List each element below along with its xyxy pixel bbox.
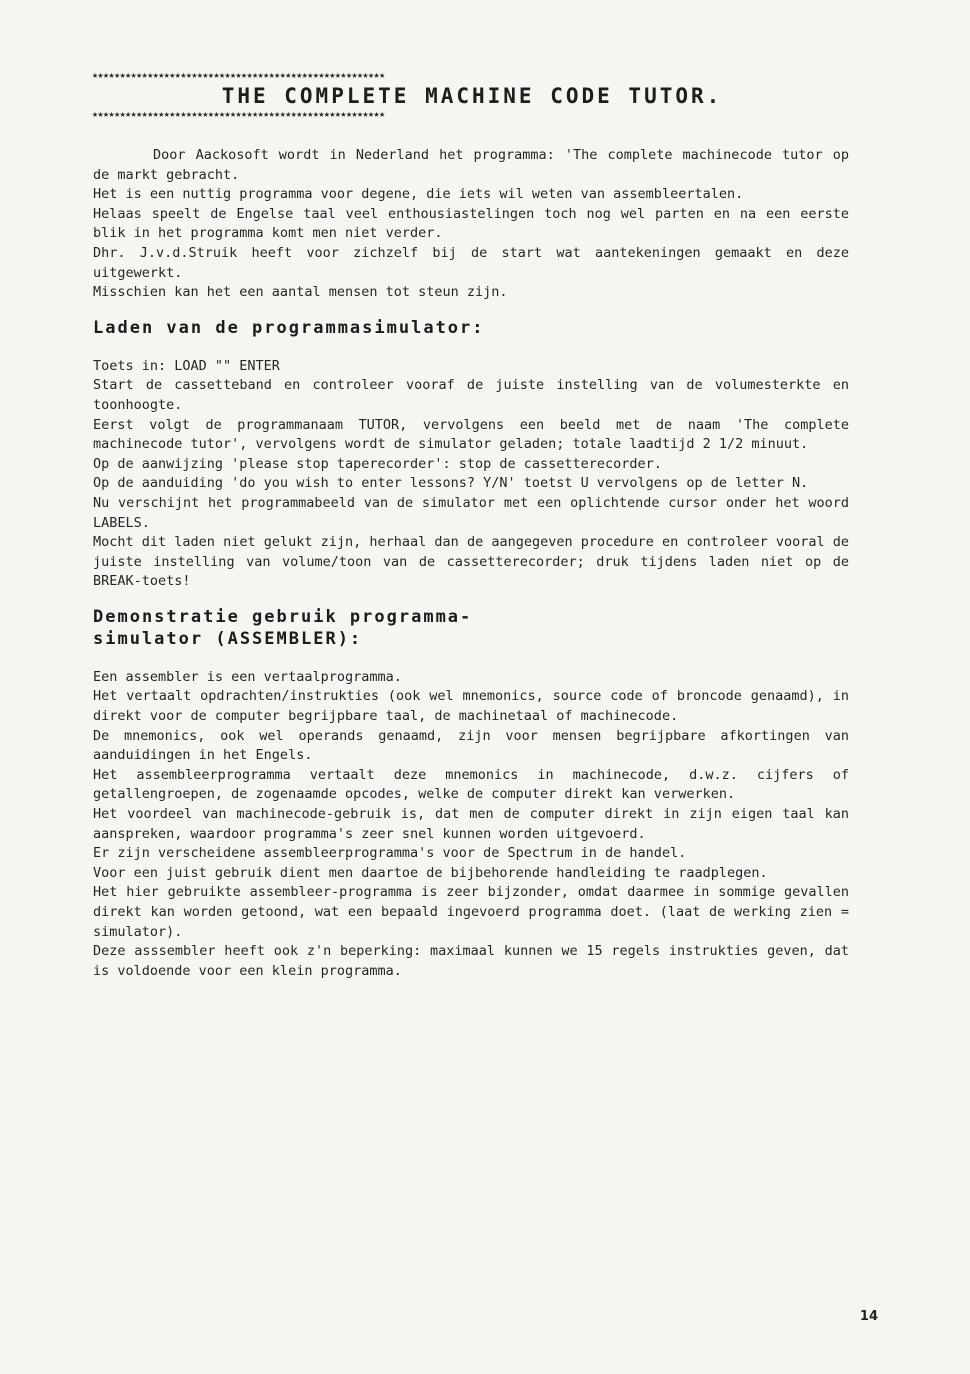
section-heading-loading: [93, 317, 849, 339]
intro-paragraph: Door Aackosoft wordt in Nederland het programma: 'The complete machinecode tutor op de markt gebracht.: [93, 147, 849, 183]
demo-paragraph: Het voordeel van machinecode-gebruik is, dat men de computer direkt in zijn eigen taal kan aanspreken, waardoor programma's zeer snel kunnen worden uitgevoerd.: [93, 806, 849, 842]
section-heading-line: Demonstratie gebruik programma-: [93, 606, 473, 627]
loading-paragraph: Nu verschijnt het programmabeeld van de simulator met een oplichtende cursor onder het woord LABELS.: [93, 494, 849, 531]
page-number: 14: [859, 1309, 878, 1324]
intro-paragraph: Het is een nuttig programma voor degene, die iets wil weten van assembleertalen.: [93, 186, 744, 203]
header-decoration-bottom: ★★★★★★★★★★★★★★★★★★★★★★★★★★★★★★★★★★★★★★★★★★★★★★★★★★★★★: [92, 109, 385, 120]
loading-paragraph: Op de aanwijzing 'please stop taperecorder': stop de cassetterecorder.: [93, 455, 662, 472]
loading-paragraph: Start de cassetteband en controleer vooraf de juiste instelling van de volumesterkte en toonhoogte.: [93, 377, 849, 413]
section-heading-text: Laden van de programmasimulator:: [93, 317, 485, 338]
demo-paragraph: Het hier gebruikte assembleer-programma is zeer bijzonder, omdat daarmee in sommige gevallen direkt kan worden getoond, wat een bepaald ingevoerd programma doet. (laat de werking zien = simulator).: [93, 884, 849, 940]
intro-paragraph: Helaas speelt de Engelse taal veel enthousiastelingen toch nog wel parten en na een eerste blik in het programma komt men niet verder.: [93, 205, 849, 242]
page-title: THE COMPLETE MACHINE CODE TUTOR.: [221, 84, 723, 108]
demo-paragraph: Er zijn verscheidene assembleerprogramma's voor de Spectrum in de handel.: [93, 845, 687, 862]
header-decoration-top: ★★★★★★★★★★★★★★★★★★★★★★★★★★★★★★★★★★★★★★★★★★★★★★★★★★★★★: [92, 70, 385, 81]
demo-paragraph: Voor een juist gebruik dient men daartoe de bijbehorende handleiding te raadplegen.: [93, 864, 768, 881]
loading-paragraph: Op de aanduiding 'do you wish to enter lessons? Y/N' toetst U vervolgens op de letter N.: [93, 475, 809, 492]
demo-paragraph: Het vertaalt opdrachten/instrukties (ook wel mnemonics, source code of broncode genaamd), in direkt voor de computer begrijpbare taal, de machinetaal of machinecode.: [93, 688, 849, 725]
intro-paragraph: Dhr. J.v.d.Struik heeft voor zichzelf bij de start wat aantekeningen gemaakt en deze uitgewerkt.: [93, 244, 849, 281]
loading-paragraph: Eerst volgt de programmanaam TUTOR, vervolgens een beeld met de naam 'The complete machinecode tutor', vervolgens wordt de simulator geladen; totale laadtijd 2 1/2 minuut.: [93, 416, 849, 453]
body-text: [93, 146, 849, 981]
loading-paragraph: Mocht dit laden niet gelukt zijn, herhaal dan de aangegeven procedure en controleer vooral de juiste instelling van volume/toon van de cassetterecorder; druk tijdens laden niet op de BREAK-toets!: [93, 534, 849, 590]
demo-paragraph: Deze asssembler heeft ook z'n beperking: maximaal kunnen we 15 regels instrukties geven, dat is voldoende voor een klein programma.: [93, 943, 849, 979]
demo-paragraph: Een assembler is een vertaalprogramma.: [93, 668, 402, 685]
demo-paragraph: De mnemonics, ook wel operands genaamd, zijn voor mensen begrijpbare afkortingen van aanduidingen in het Engels.: [93, 727, 849, 764]
demo-paragraph: Het assembleerprogramma vertaalt deze mnemonics in machinecode, d.w.z. cijfers of getallengroepen, de zogenaamde opcodes, welke de computer direkt kan verwerken.: [93, 766, 849, 803]
section-heading-line: simulator (ASSEMBLER):: [93, 628, 363, 649]
intro-paragraph: Misschien kan het een aantal mensen tot steun zijn.: [93, 284, 508, 301]
loading-paragraph: Toets in: LOAD "" ENTER: [93, 357, 280, 374]
section-heading-demo: [93, 606, 849, 650]
